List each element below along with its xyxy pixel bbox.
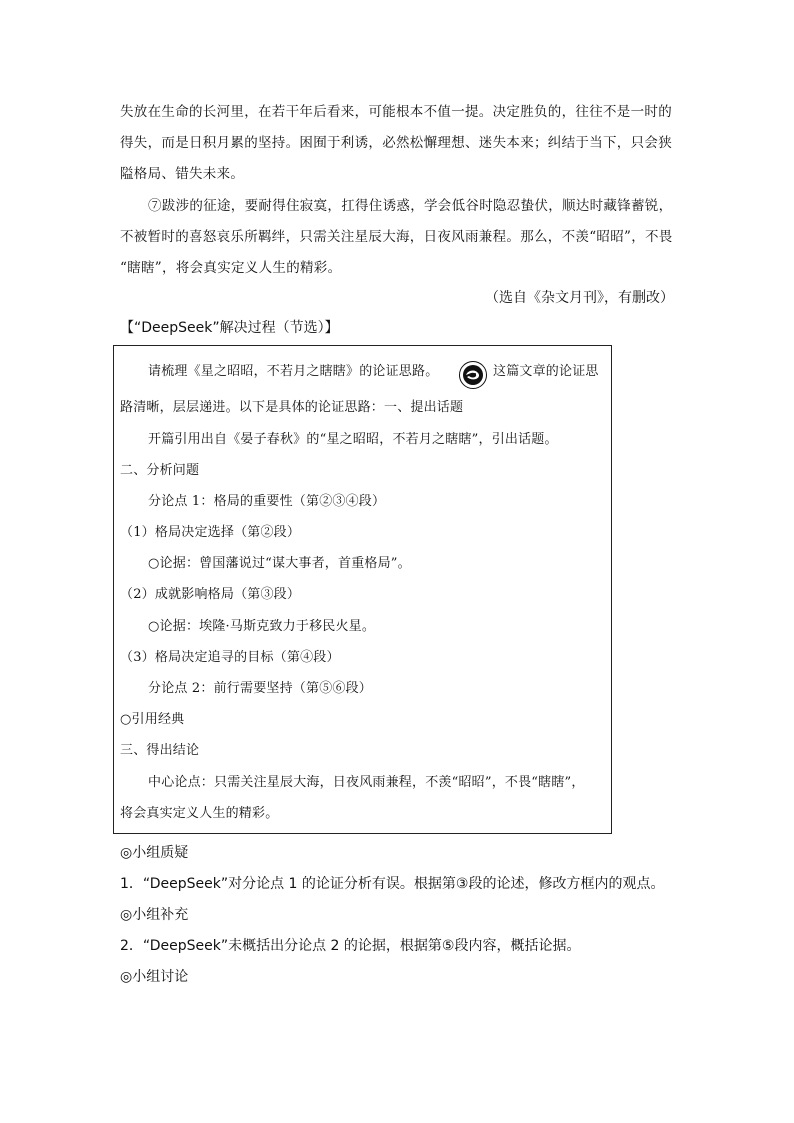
answer-line: （3）格局决定追寻的目标（第④段）	[120, 650, 340, 665]
article-line: 失放在生命的长河里，在若干年后看来，可能根本不值一提。决定胜负的，往往不是一时的	[120, 104, 672, 120]
answer-line: ○引用经典	[120, 712, 185, 727]
answer-line: 分论点 1：格局的重要性（第②③④段）	[148, 494, 386, 509]
prompt-text: 请梳理《星之昭昭，不若月之瞎瞎》的论证思路。	[148, 364, 439, 379]
group-question-heading: ◎小组质疑	[120, 845, 189, 861]
question-1: 1．“DeepSeek”对分论点 1 的论证分析有误。根据第③段的论述，修改方框内的观点。	[120, 876, 665, 892]
answer-line: 将会真实定义人生的精彩。	[120, 806, 279, 821]
question-2: 2．“DeepSeek”未概括出分论点 2 的论据，根据第⑤段内容，概括论据。	[120, 938, 581, 954]
deepseek-whale-icon	[459, 361, 487, 389]
answer-line: 开篇引用出自《晏子春秋》的“星之昭昭，不若月之瞎瞎”，引出话题。	[148, 432, 558, 447]
answer-line: ○论据：埃隆·马斯克致力于移民火星。	[148, 619, 376, 634]
article-line: 隘格局、错失未来。	[120, 166, 245, 182]
answer-line: 分论点 2：前行需要坚持（第⑤⑥段）	[148, 681, 373, 696]
answer-line: （2）成就影响格局（第③段）	[120, 587, 301, 602]
answer-line: 二、分析问题	[120, 463, 200, 478]
article-source: （选自《杂文月刊》，有删改）	[485, 290, 674, 306]
article-line: 不被暂时的喜怒哀乐所羁绊，只需关注星辰大海，日夜风雨兼程。那么，不羡“昭昭”，不畏	[120, 229, 673, 245]
answer-text: 这篇文章的论证思	[493, 364, 599, 379]
article-line: 得失，而是日积月累的坚持。困囿于利诱，必然松懈理想、迷失本来；纠结于当下，只会狭	[120, 135, 672, 151]
answer-line: ○论据：曾国藩说过“谋大事者，首重格局”。	[148, 556, 411, 571]
answer-line: 三、得出结论	[120, 743, 200, 758]
answer-line: 路清晰，层层递进。以下是具体的论证思路：一、提出话题	[120, 400, 464, 415]
group-supplement-heading: ◎小组补充	[120, 907, 189, 923]
section-title: 【“DeepSeek”解决过程（节选）】	[120, 320, 339, 336]
answer-line: 中心论点：只需关注星辰大海，日夜风雨兼程，不羡“昭昭”，不畏“瞎瞎”，	[148, 775, 585, 790]
answer-line: （1）格局决定选择（第②段）	[120, 525, 301, 540]
group-discussion-heading: ◎小组讨论	[120, 969, 189, 985]
article-line: “瞎瞎”，将会真实定义人生的精彩。	[120, 260, 342, 276]
article-line: ⑦跋涉的征途，要耐得住寂寞，扛得住诱惑，学会低谷时隐忍蛰伏，顺达时藏锋蓄锐，	[148, 198, 673, 214]
